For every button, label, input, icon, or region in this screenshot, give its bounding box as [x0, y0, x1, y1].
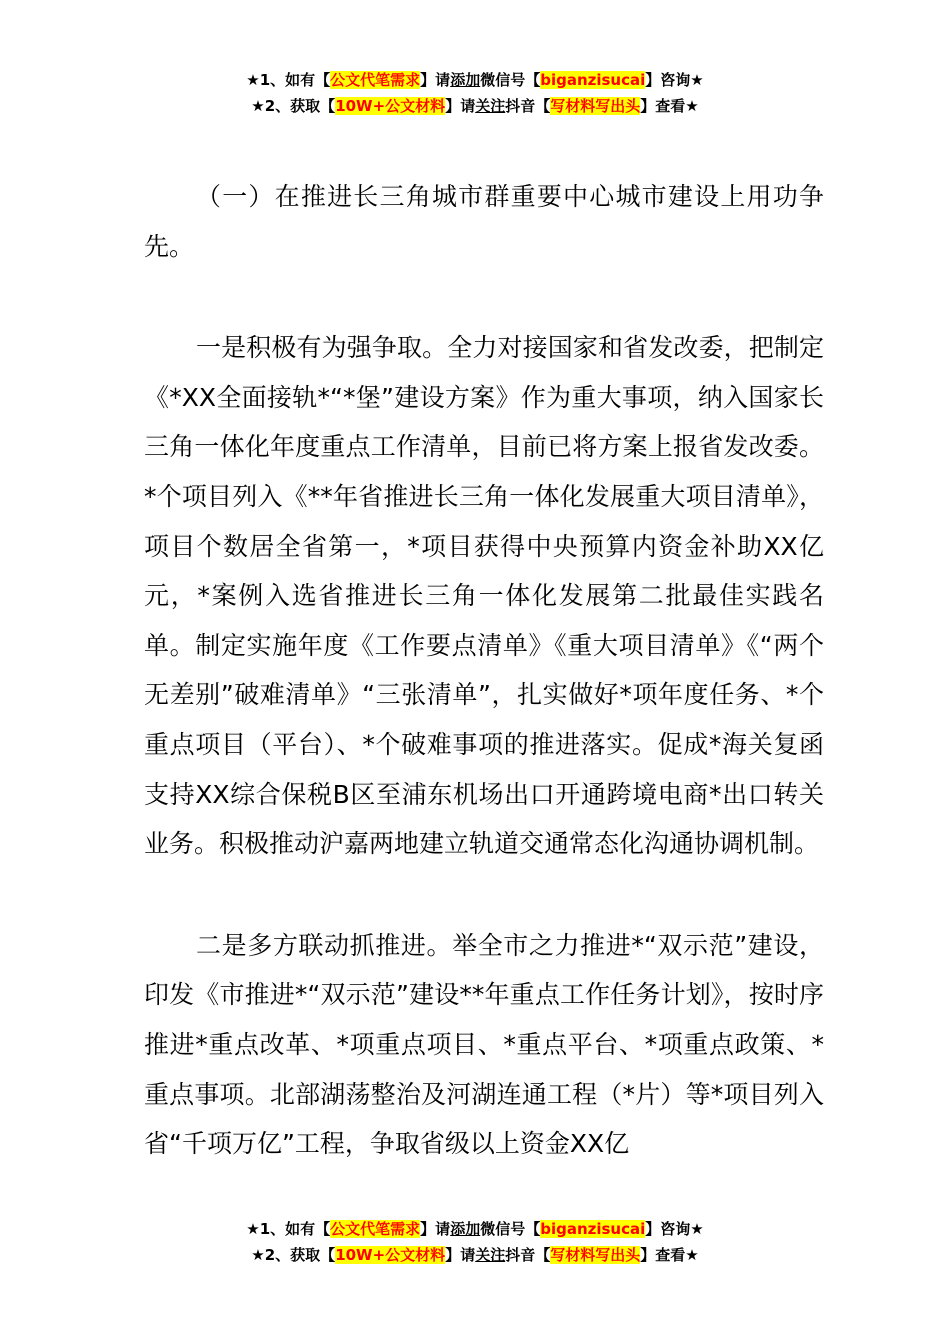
banner-line-2 [0, 1242, 950, 1268]
banner-text: 】请 [445, 97, 476, 115]
emphasis-text: 关注 [475, 97, 506, 115]
banner-text: ★2、获取【 [251, 1246, 336, 1264]
banner-text: 】查看★ [640, 97, 699, 115]
banner-text: ★2、获取【 [251, 97, 336, 115]
highlight-materials: 10W+公文材料 [335, 97, 446, 115]
emphasis-text: 关注 [475, 1246, 506, 1264]
banner-line-1 [0, 1216, 950, 1242]
highlight-wechat-id: biganzisucai [540, 71, 646, 89]
highlight-service: 公文代笔需求 [330, 1220, 421, 1238]
section-heading: （一）在推进长三角城市群重要中心城市建设上用功争先。 [144, 182, 824, 261]
top-banner [0, 67, 950, 119]
paragraph-1: 一是积极有为强争取。全力对接国家和省发改委，把制定《*XX全面接轨*“*堡”建设方案》作为重大事项，纳入国家长三角一体化年度重点工作清单，目前已将方案上报省发改委。*个项目列入《**年省推进长三角一体化发展重大项目清单》，项目个数居全省第一，*项目获得中央预算内资金补助XX亿元，*案例入选省推进长三角一体化发展第二批最佳实践名单。制定实施年度《工作要点清单》《重大项目清单》《“两个无差别”破难清单》“三张清单”，扎实做好*项年度任务、*个重点项目（平台）、*个破难事项的推进落实。促成*海关复函支持XX综合保税B区至浦东机场出口开通跨境电商*出口转关业务。积极推动沪嘉两地建立轨道交通常态化沟通协调机制。 [144, 333, 824, 859]
banner-text: 抖音【 [505, 97, 551, 115]
banner-text: 】查看★ [640, 1246, 699, 1264]
highlight-douyin: 写材料写出头 [550, 97, 641, 115]
highlight-douyin: 写材料写出头 [550, 1246, 641, 1264]
banner-text: 】咨询★ [645, 1220, 704, 1238]
paragraph-gap [144, 271, 824, 323]
banner-text: 微信号【 [480, 1220, 541, 1238]
emphasis-text: 添加 [450, 71, 481, 89]
banner-text: 】咨询★ [645, 71, 704, 89]
banner-line-1 [0, 67, 950, 93]
banner-text: 】请 [420, 71, 451, 89]
banner-text: ★1、如有【 [246, 1220, 331, 1238]
emphasis-text: 添加 [450, 1220, 481, 1238]
banner-text: ★1、如有【 [246, 71, 331, 89]
banner-text: 】请 [420, 1220, 451, 1238]
banner-line-2 [0, 93, 950, 119]
banner-text: 微信号【 [480, 71, 541, 89]
document-body [144, 172, 824, 1169]
banner-text: 抖音【 [505, 1246, 551, 1264]
paragraph-2: 二是多方联动抓推进。举全市之力推进*“双示范”建设，印发《市推进*“双示范”建设**年重点工作任务计划》，按时序推进*重点改革、*项重点项目、*重点平台、*项重点政策、*重点事项。北部湖荡整治及河湖连通工程（*片）等*项目列入省“千项万亿”工程，争取省级以上资金XX亿 [144, 930, 824, 1159]
highlight-materials: 10W+公文材料 [335, 1246, 446, 1264]
bottom-banner [0, 1216, 950, 1268]
highlight-service: 公文代笔需求 [330, 71, 421, 89]
highlight-wechat-id: biganzisucai [540, 1220, 646, 1238]
paragraph-gap [144, 869, 824, 921]
banner-text: 】请 [445, 1246, 476, 1264]
